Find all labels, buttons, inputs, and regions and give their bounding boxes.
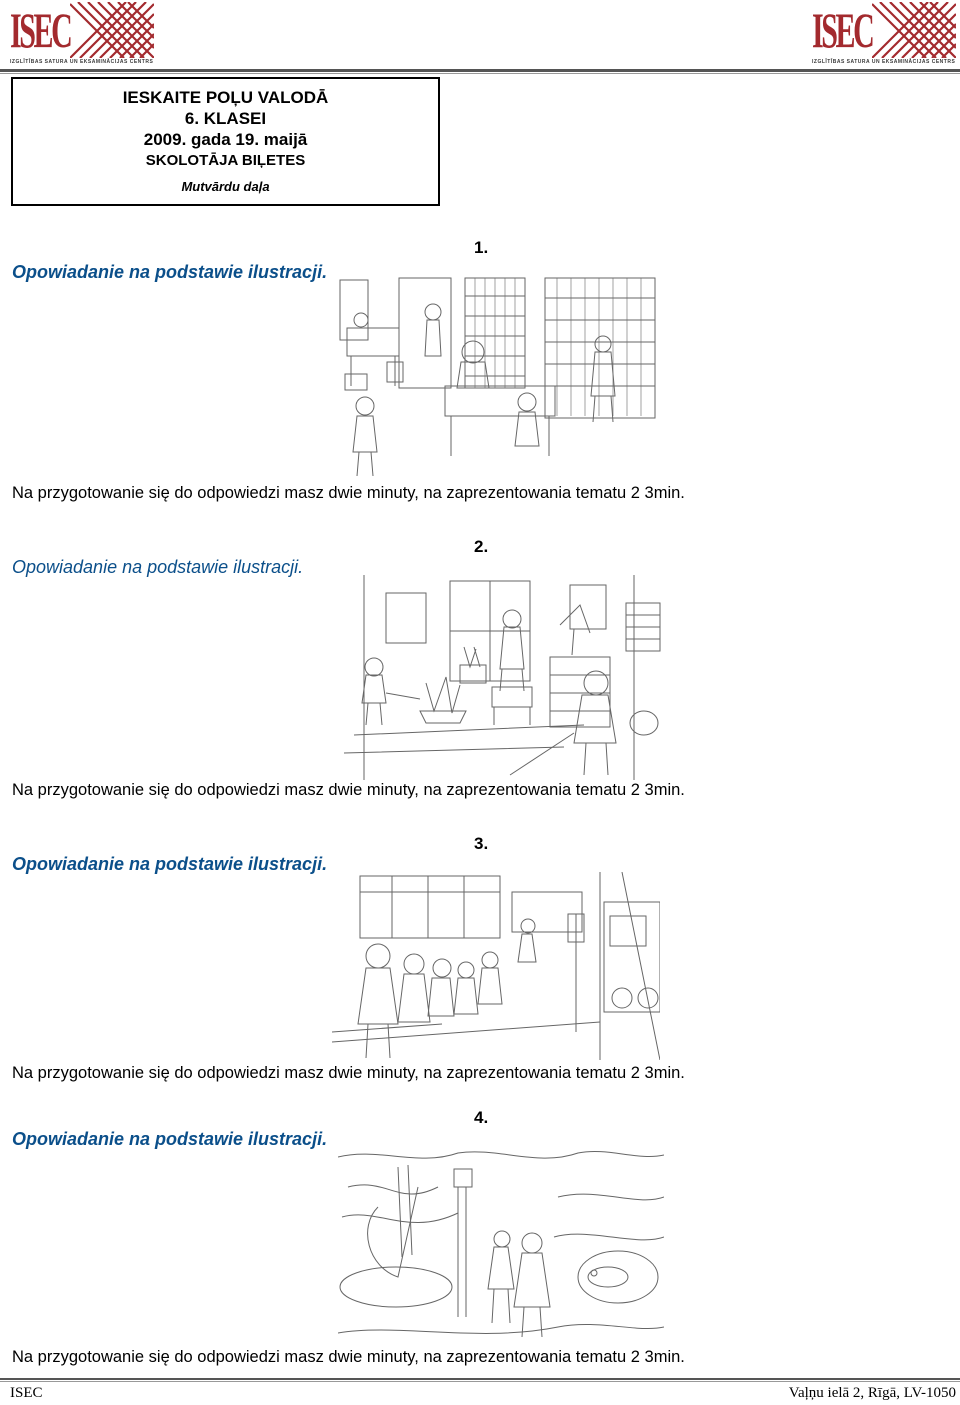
logo-letters: ISEC: [812, 2, 873, 58]
task-instruction: Na przygotowanie się do odpowiedzi masz dwie minuty, na zaprezentowania tematu 2 3min.: [12, 1064, 685, 1082]
task-instruction: Na przygotowanie się do odpowiedzi masz dwie minuty, na zaprezentowania tematu 2 3min.: [12, 781, 685, 799]
exam-date: 2009. gada 19. maijā: [143, 130, 308, 149]
title-box: [11, 77, 440, 206]
task-number: 2.: [474, 537, 489, 556]
logo-pattern-icon: [70, 2, 154, 58]
exam-title: IESKAITE POĻU VALODĀ: [122, 88, 329, 107]
task-instruction: Na przygotowanie się do odpowiedzi masz dwie minuty, na zaprezentowania tematu 2 3min.: [12, 1348, 685, 1366]
task-number: 4.: [474, 1108, 489, 1127]
footer-rule-thin: [0, 1381, 960, 1382]
zoo-illustration: [338, 1147, 664, 1343]
house-cleaning-illustration: [334, 575, 664, 780]
task-number: 1.: [474, 238, 489, 257]
isec-logo-right: [810, 0, 960, 72]
task-number: 3.: [474, 834, 489, 853]
logo-tagline: IZGLĪTĪBAS SATURA UN EKSAMINĀCIJAS CENTRS: [10, 59, 154, 65]
bus-stop-illustration: [332, 872, 660, 1060]
task-label: Opowiadanie na podstawie ilustracji.: [12, 1129, 328, 1149]
isec-logo-left: [8, 0, 158, 72]
task-label: Opowiadanie na podstawie ilustracji.: [12, 854, 328, 874]
exam-part: Mutvārdu daļa: [181, 179, 270, 194]
header-rule-thin: [0, 73, 960, 74]
header-rule: [0, 69, 960, 72]
library-illustration: [335, 276, 661, 482]
exam-subtitle: SKOLOTĀJA BIĻETES: [145, 152, 306, 169]
exam-grade: 6. KLASEI: [184, 109, 267, 128]
footer-organization: ISEC: [10, 1385, 43, 1401]
footer-address: Vaļņu ielā 2, Rīgā, LV-1050: [788, 1385, 956, 1401]
footer-rule: [0, 1378, 960, 1380]
logo-tagline: IZGLĪTĪBAS SATURA UN EKSAMINĀCIJAS CENTRS: [812, 59, 956, 65]
task-instruction: Na przygotowanie się do odpowiedzi masz dwie minuty, na zaprezentowania tematu 2 3min.: [12, 484, 685, 502]
logo-letters: ISEC: [10, 2, 71, 58]
logo-pattern-icon: [872, 2, 956, 58]
task-label: Opowiadanie na podstawie ilustracji.: [12, 557, 304, 577]
task-label: Opowiadanie na podstawie ilustracji.: [12, 262, 328, 282]
